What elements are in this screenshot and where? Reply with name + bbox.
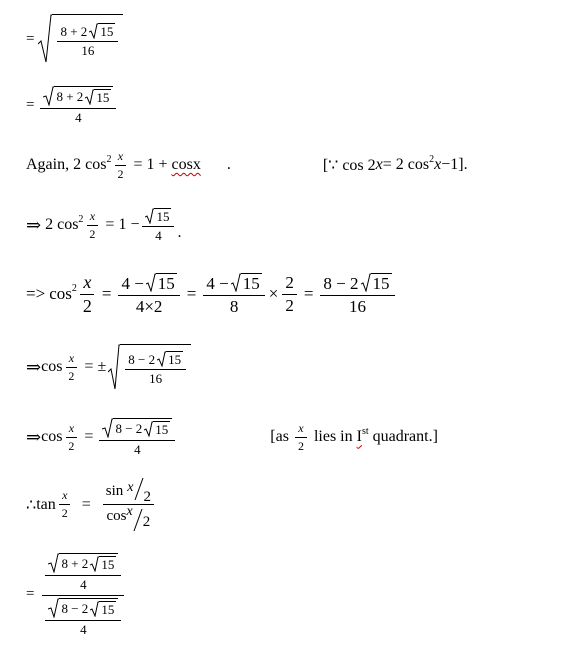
radical-icon (157, 351, 166, 367)
x-over-2: $\frac{x}{2}$ (295, 422, 307, 452)
x-over-2: $\frac{x}{2}$ (65, 352, 77, 382)
fraction-4: 8 − 2 15 16 (320, 273, 394, 316)
radical-icon (102, 418, 113, 438)
fraction-3: $\frac{2}{2}$ (282, 274, 297, 315)
fraction: 8 + 2 15 16 (57, 23, 118, 58)
line-7: ⇒ cos $\frac{x}{2}$ = 8 − 2 15 4 [as $\frac{x}{2}$ lies in I st quadrant.] (26, 418, 438, 457)
implies-arrow: => (26, 284, 46, 304)
equals-sign: = (26, 96, 35, 113)
line-1 (26, 14, 123, 64)
fraction-1: 4 − 15 4×2 (118, 273, 179, 316)
radical-icon (231, 273, 241, 292)
line-6: ⇒ cos $\frac{x}{2}$ = ± 8 − 2 15 16 (26, 344, 191, 390)
fraction: $\frac{15}{4}$ (142, 208, 174, 243)
radical-icon (146, 273, 156, 292)
radical-icon (48, 553, 59, 573)
line-3: Again, 2 cos 2 $\frac{x}{2}$ = 1 + cosx . [∵ cos 2 x = 2 cos 2 x −1]. (26, 149, 468, 181)
x-over-2: $\frac{x}{2}$ (114, 150, 126, 180)
radical-icon (144, 421, 153, 437)
compound-fraction: 8 + 2 15 4 8 − 2 15 4 (42, 553, 124, 636)
line-5: => cos 2 $\frac{x}{2}$ = 4 − 15 4×2 = 4 − 15 8 × $\frac{2}{2}$ = 8 − 2 15 16 (26, 273, 398, 316)
equals-sign: = (26, 586, 35, 603)
line-4: ⇒ 2 cos 2 $\frac{x}{2}$ = 1 − $\frac{15}{4}$ . (26, 209, 182, 243)
fraction: sin x 2 cos x 2 (103, 478, 154, 531)
radical-icon (108, 344, 120, 390)
implies-arrow: ⇒ (26, 356, 42, 377)
radical-icon (43, 86, 54, 106)
slash-icon (134, 478, 144, 500)
outer-sqrt (38, 14, 123, 64)
x-over-2: $\frac{x}{2}$ (86, 210, 98, 240)
x-over-2: $\frac{x}{2}$ (80, 273, 95, 316)
outer-sqrt: 8 − 2 15 16 (108, 344, 191, 390)
line-9 (26, 553, 127, 636)
therefore-symbol: ∴ (26, 496, 37, 514)
line-2 (26, 86, 119, 125)
radical-icon (85, 89, 94, 105)
fraction: 8 + 2 15 4 (40, 86, 116, 125)
radical-icon (90, 601, 99, 617)
x-over-2: $\frac{x}{2}$ (65, 422, 77, 452)
fraction-2: 4 − 15 8 (203, 273, 264, 316)
cosx-text: cosx (171, 156, 201, 174)
radical-icon (145, 208, 154, 224)
radical-icon (48, 598, 59, 618)
x-over-2: $\frac{x}{2}$ (59, 489, 71, 519)
radical-icon (38, 14, 52, 64)
implies-arrow: ⇒ (26, 426, 42, 447)
equals-sign: = (26, 30, 35, 47)
implies-arrow: ⇒ (26, 214, 42, 235)
radical-icon (90, 556, 99, 572)
fraction: 8 − 2 15 4 (99, 418, 175, 457)
radical-icon (89, 23, 98, 39)
radical-icon (361, 273, 371, 292)
slash-icon (133, 509, 143, 531)
line-8: ∴ tan $\frac{x}{2}$ = sin x 2 cos x 2 (26, 478, 157, 531)
